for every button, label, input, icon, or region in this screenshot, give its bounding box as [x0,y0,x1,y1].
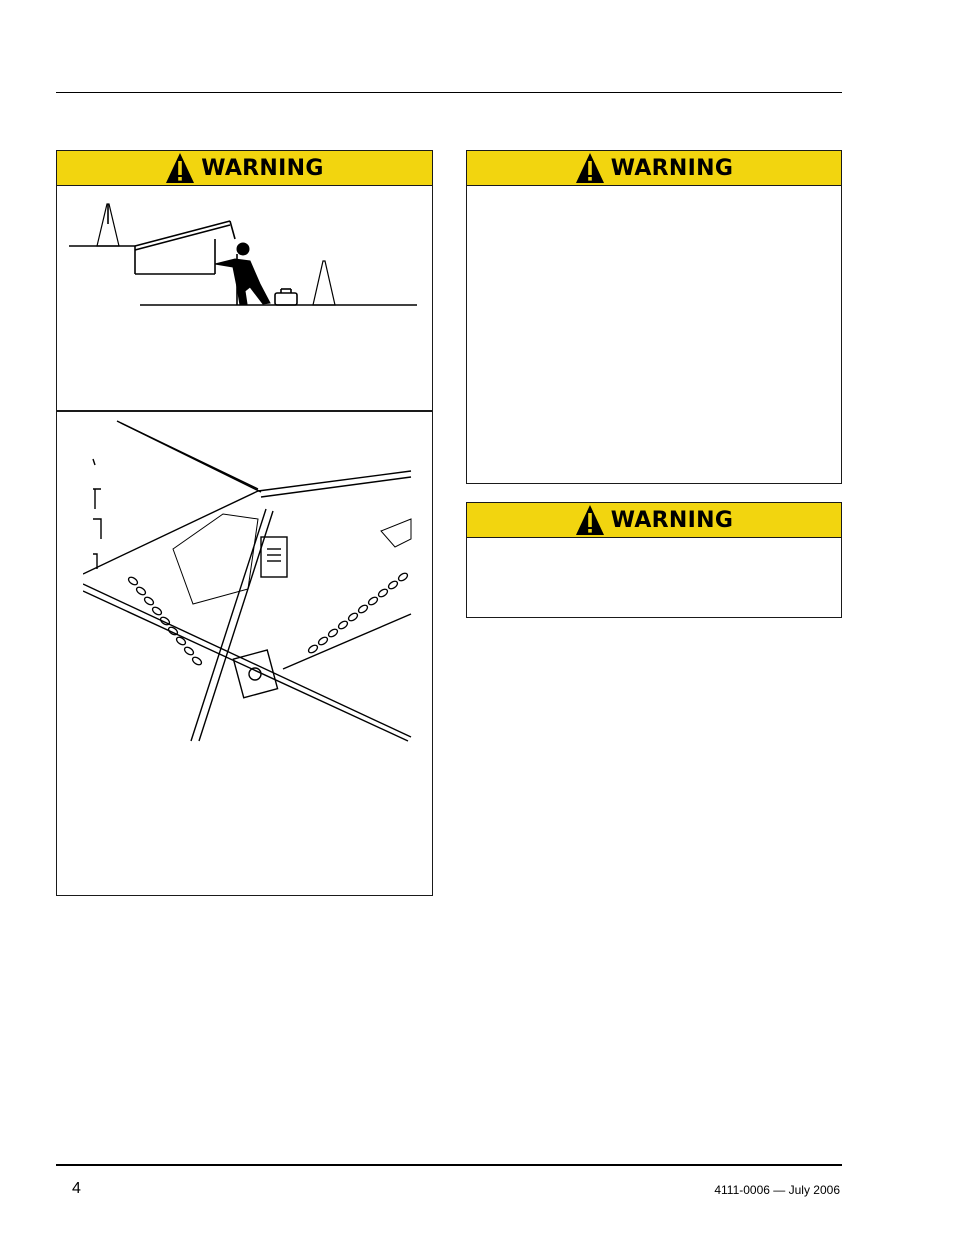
warning-box-right-bottom [466,502,842,618]
warning-box-left [56,150,433,896]
warning-header [467,503,841,538]
warning-box-right-top [466,150,842,484]
warning-header [467,151,841,186]
safety-strut-illustration [83,419,418,744]
footer-rule [56,1164,842,1166]
warning-triangle-icon [575,152,605,184]
warning-triangle-icon [165,152,195,184]
document-code: 4111-0006 — July 2006 [714,1183,840,1197]
page-number: 4 [72,1180,81,1197]
warning-divider [57,410,432,412]
warning-title: WARNING [610,155,734,181]
warning-title: WARNING [610,507,734,533]
warning-title: WARNING [201,155,324,181]
header-rule [56,92,842,93]
warning-triangle-icon [575,504,605,536]
warning-header [57,151,432,186]
dock-leveler-illustration [65,199,425,319]
